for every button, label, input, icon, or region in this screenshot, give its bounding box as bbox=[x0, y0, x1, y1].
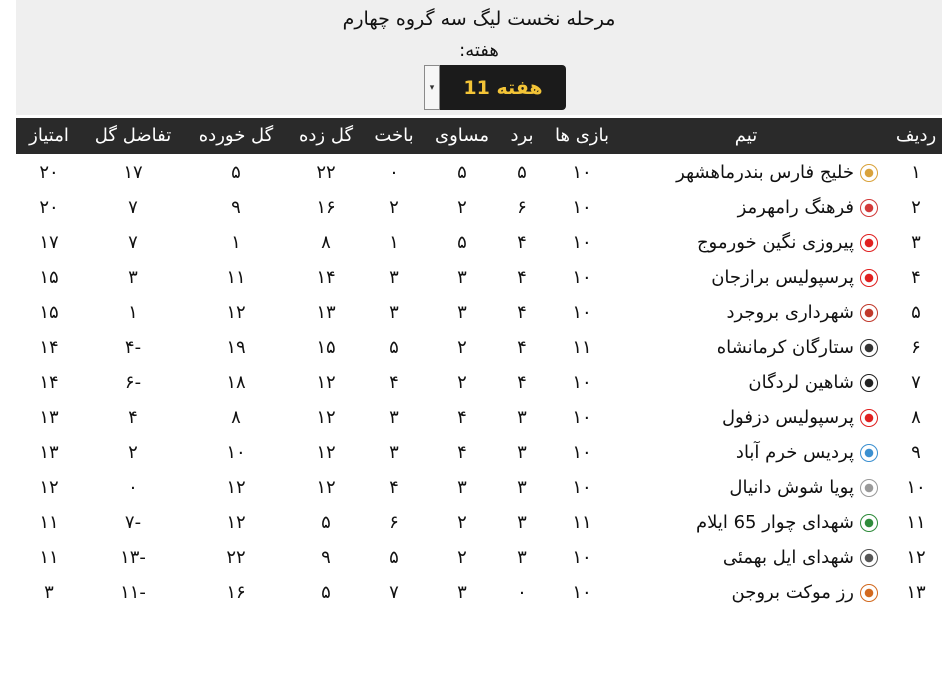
team-logo-icon bbox=[860, 479, 878, 497]
col-wins[interactable]: برد bbox=[510, 125, 534, 146]
cell-wins: ۵ bbox=[517, 162, 527, 183]
cell-draws: ۴ bbox=[457, 407, 467, 428]
cell-goals-for: ۱۵ bbox=[316, 337, 336, 358]
cell-goal-diff: -۷ bbox=[124, 512, 142, 533]
cell-draws: ۲ bbox=[457, 547, 467, 568]
cell-draws: ۴ bbox=[457, 442, 467, 463]
cell-rank: ۱۰ bbox=[906, 477, 926, 498]
team-cell[interactable] bbox=[578, 575, 878, 610]
team-logo-icon bbox=[860, 444, 878, 462]
cell-played: ۱۰ bbox=[572, 547, 592, 568]
table-row bbox=[16, 365, 942, 400]
cell-played: ۱۱ bbox=[572, 337, 592, 358]
cell-goals-against: ۱۸ bbox=[226, 372, 246, 393]
team-logo-icon bbox=[860, 164, 878, 182]
team-name[interactable]: پرسپولیس برازجان bbox=[711, 267, 854, 288]
table-row bbox=[16, 190, 942, 225]
cell-played: ۱۰ bbox=[572, 442, 592, 463]
team-logo-icon bbox=[860, 269, 878, 287]
cell-goal-diff: ۲ bbox=[128, 442, 138, 463]
cell-wins: ۳ bbox=[517, 442, 527, 463]
cell-points: ۱۲ bbox=[39, 477, 59, 498]
cell-goal-diff: ۴ bbox=[128, 407, 138, 428]
cell-draws: ۲ bbox=[457, 512, 467, 533]
col-team[interactable]: تیم bbox=[734, 125, 758, 146]
table-row bbox=[16, 225, 942, 260]
cell-wins: ۴ bbox=[517, 267, 527, 288]
cell-draws: ۲ bbox=[457, 197, 467, 218]
cell-goal-diff: ۰ bbox=[128, 477, 138, 498]
team-name[interactable]: شاهین لردگان bbox=[748, 372, 854, 393]
table-row bbox=[16, 330, 942, 365]
col-draws[interactable]: مساوی bbox=[435, 125, 489, 146]
team-logo-icon bbox=[860, 339, 878, 357]
cell-goal-diff: -۶ bbox=[124, 372, 142, 393]
cell-losses: ۷ bbox=[389, 582, 399, 603]
team-name[interactable]: ستارگان کرمانشاه bbox=[716, 337, 854, 358]
cell-rank: ۹ bbox=[911, 442, 921, 463]
cell-wins: ۳ bbox=[517, 547, 527, 568]
cell-wins: ۴ bbox=[517, 302, 527, 323]
cell-goals-for: ۵ bbox=[321, 512, 331, 533]
table-row bbox=[16, 155, 942, 190]
cell-goals-for: ۱۲ bbox=[316, 442, 336, 463]
cell-points: ۲۰ bbox=[39, 162, 59, 183]
cell-goals-against: ۱۱ bbox=[226, 267, 246, 288]
table-row bbox=[16, 575, 942, 610]
team-cell[interactable] bbox=[578, 540, 878, 575]
cell-rank: ۶ bbox=[911, 337, 921, 358]
cell-played: ۱۱ bbox=[572, 512, 592, 533]
cell-goals-for: ۵ bbox=[321, 582, 331, 603]
week-label: هفته: bbox=[459, 40, 499, 61]
col-goals-against[interactable]: گل خورده bbox=[198, 125, 274, 146]
cell-rank: ۳ bbox=[911, 232, 921, 253]
team-name[interactable]: فرهنگ رامهرمز bbox=[737, 197, 854, 218]
cell-wins: ۳ bbox=[517, 512, 527, 533]
cell-losses: ۳ bbox=[389, 407, 399, 428]
cell-goal-diff: ۷ bbox=[128, 232, 138, 253]
team-cell[interactable] bbox=[578, 295, 878, 330]
team-cell[interactable] bbox=[578, 505, 878, 540]
team-logo-icon bbox=[860, 549, 878, 567]
table-row bbox=[16, 295, 942, 330]
cell-goal-diff: ۷ bbox=[128, 197, 138, 218]
cell-losses: ۳ bbox=[389, 442, 399, 463]
cell-wins: ۳ bbox=[517, 407, 527, 428]
col-goal-diff[interactable]: تفاضل گل bbox=[94, 125, 172, 146]
cell-played: ۱۰ bbox=[572, 372, 592, 393]
col-rank[interactable]: ردیف bbox=[895, 125, 937, 146]
cell-goals-for: ۱۲ bbox=[316, 407, 336, 428]
cell-points: ۱۴ bbox=[39, 372, 59, 393]
table-row bbox=[16, 435, 942, 470]
team-cell[interactable] bbox=[578, 470, 878, 505]
cell-draws: ۳ bbox=[457, 582, 467, 603]
cell-draws: ۵ bbox=[457, 232, 467, 253]
cell-played: ۱۰ bbox=[572, 162, 592, 183]
cell-rank: ۷ bbox=[911, 372, 921, 393]
cell-goals-for: ۱۲ bbox=[316, 477, 336, 498]
cell-points: ۱۳ bbox=[39, 407, 59, 428]
team-logo-icon bbox=[860, 374, 878, 392]
cell-points: ۳ bbox=[44, 582, 54, 603]
team-cell[interactable] bbox=[578, 435, 878, 470]
cell-goal-diff: ۱ bbox=[128, 302, 138, 323]
cell-goal-diff: ۱۷ bbox=[123, 162, 143, 183]
team-cell[interactable] bbox=[578, 330, 878, 365]
team-cell[interactable] bbox=[578, 260, 878, 295]
cell-goals-against: ۱۶ bbox=[226, 582, 246, 603]
cell-losses: ۰ bbox=[389, 162, 399, 183]
cell-rank: ۱ bbox=[911, 162, 921, 183]
cell-wins: ۴ bbox=[517, 232, 527, 253]
col-played[interactable]: بازی ها bbox=[555, 125, 609, 146]
cell-goal-diff: -۱۳ bbox=[120, 547, 146, 568]
cell-played: ۱۰ bbox=[572, 197, 592, 218]
chevron-down-icon[interactable]: ▾ bbox=[424, 65, 440, 110]
cell-rank: ۸ bbox=[911, 407, 921, 428]
cell-wins: ۴ bbox=[517, 337, 527, 358]
cell-goals-against: ۱۲ bbox=[226, 512, 246, 533]
cell-goals-against: ۱۲ bbox=[226, 477, 246, 498]
team-cell[interactable] bbox=[578, 155, 878, 190]
cell-wins: ۰ bbox=[517, 582, 527, 603]
cell-goal-diff: -۴ bbox=[124, 337, 142, 358]
cell-rank: ۱۱ bbox=[906, 512, 926, 533]
team-logo-icon bbox=[860, 234, 878, 252]
cell-points: ۱۵ bbox=[39, 302, 59, 323]
cell-goals-for: ۱۳ bbox=[316, 302, 336, 323]
team-name[interactable]: پیروزی نگین خورموج bbox=[696, 232, 854, 253]
table-row bbox=[16, 470, 942, 505]
cell-wins: ۳ bbox=[517, 477, 527, 498]
cell-goals-against: ۱۲ bbox=[226, 302, 246, 323]
team-cell[interactable] bbox=[578, 365, 878, 400]
cell-draws: ۲ bbox=[457, 337, 467, 358]
cell-losses: ۴ bbox=[389, 372, 399, 393]
week-select[interactable] bbox=[424, 65, 566, 110]
cell-losses: ۱ bbox=[389, 232, 399, 253]
team-logo-icon bbox=[860, 584, 878, 602]
cell-played: ۱۰ bbox=[572, 582, 592, 603]
cell-goals-against: ۱۰ bbox=[226, 442, 246, 463]
cell-draws: ۵ bbox=[457, 162, 467, 183]
cell-losses: ۵ bbox=[389, 547, 399, 568]
team-name[interactable]: خلیج فارس بندرماهشهر bbox=[676, 162, 854, 183]
team-logo-icon bbox=[860, 199, 878, 217]
team-name[interactable]: پرسپولیس دزفول bbox=[721, 407, 854, 428]
cell-rank: ۱۲ bbox=[906, 547, 926, 568]
cell-points: ۱۵ bbox=[39, 267, 59, 288]
team-cell[interactable] bbox=[578, 400, 878, 435]
cell-draws: ۳ bbox=[457, 267, 467, 288]
cell-points: ۱۷ bbox=[39, 232, 59, 253]
col-points[interactable]: امتیاز bbox=[29, 125, 69, 146]
table-row bbox=[16, 260, 942, 295]
col-losses[interactable]: باخت bbox=[374, 125, 414, 146]
cell-draws: ۳ bbox=[457, 477, 467, 498]
cell-goals-against: ۸ bbox=[231, 407, 241, 428]
team-cell[interactable] bbox=[578, 225, 878, 260]
team-logo-icon bbox=[860, 409, 878, 427]
cell-played: ۱۰ bbox=[572, 267, 592, 288]
cell-losses: ۲ bbox=[389, 197, 399, 218]
cell-draws: ۳ bbox=[457, 302, 467, 323]
cell-points: ۱۱ bbox=[39, 512, 59, 533]
page-title: مرحله نخست لیگ سه گروه چهارم bbox=[342, 8, 616, 30]
cell-points: ۱۱ bbox=[39, 547, 59, 568]
cell-wins: ۴ bbox=[517, 372, 527, 393]
team-name[interactable]: شهدای چوار 65 ایلام bbox=[695, 512, 854, 533]
cell-wins: ۶ bbox=[517, 197, 527, 218]
team-logo-icon bbox=[860, 514, 878, 532]
table-row bbox=[16, 400, 942, 435]
cell-losses: ۳ bbox=[389, 267, 399, 288]
cell-points: ۱۴ bbox=[39, 337, 59, 358]
team-name[interactable]: پویا شوش دانیال bbox=[729, 477, 854, 498]
table-header bbox=[16, 118, 942, 154]
cell-losses: ۴ bbox=[389, 477, 399, 498]
team-logo-icon bbox=[860, 304, 878, 322]
cell-goals-for: ۱۲ bbox=[316, 372, 336, 393]
header-panel bbox=[16, 0, 942, 115]
week-select-value[interactable]: هفته 11 bbox=[440, 65, 566, 110]
cell-goals-for: ۱۶ bbox=[316, 197, 336, 218]
cell-rank: ۱۳ bbox=[906, 582, 926, 603]
cell-goals-against: ۵ bbox=[231, 162, 241, 183]
cell-goal-diff: -۱۱ bbox=[120, 582, 146, 603]
col-goals-for[interactable]: گل زده bbox=[298, 125, 354, 146]
cell-goals-for: ۲۲ bbox=[316, 162, 336, 183]
cell-goals-against: ۱ bbox=[231, 232, 241, 253]
cell-played: ۱۰ bbox=[572, 477, 592, 498]
cell-goals-for: ۱۴ bbox=[316, 267, 336, 288]
table-row bbox=[16, 505, 942, 540]
cell-points: ۲۰ bbox=[39, 197, 59, 218]
cell-losses: ۳ bbox=[389, 302, 399, 323]
cell-goals-against: ۹ bbox=[231, 197, 241, 218]
cell-rank: ۵ bbox=[911, 302, 921, 323]
cell-points: ۱۳ bbox=[39, 442, 59, 463]
team-name[interactable]: پردیس خرم آباد bbox=[735, 442, 854, 463]
cell-losses: ۶ bbox=[389, 512, 399, 533]
cell-goals-against: ۱۹ bbox=[226, 337, 246, 358]
cell-draws: ۲ bbox=[457, 372, 467, 393]
cell-played: ۱۰ bbox=[572, 302, 592, 323]
team-name[interactable]: رز موکت بروجن bbox=[731, 582, 854, 603]
cell-goals-for: ۹ bbox=[321, 547, 331, 568]
cell-played: ۱۰ bbox=[572, 232, 592, 253]
cell-losses: ۵ bbox=[389, 337, 399, 358]
cell-played: ۱۰ bbox=[572, 407, 592, 428]
team-name[interactable]: شهدای ایل بهمئی bbox=[722, 547, 854, 568]
cell-goals-for: ۸ bbox=[321, 232, 331, 253]
table-row bbox=[16, 540, 942, 575]
cell-goals-against: ۲۲ bbox=[226, 547, 246, 568]
team-cell[interactable] bbox=[578, 190, 878, 225]
team-name[interactable]: شهرداری بروجرد bbox=[726, 302, 854, 323]
cell-rank: ۴ bbox=[911, 267, 921, 288]
cell-rank: ۲ bbox=[911, 197, 921, 218]
cell-goal-diff: ۳ bbox=[128, 267, 138, 288]
